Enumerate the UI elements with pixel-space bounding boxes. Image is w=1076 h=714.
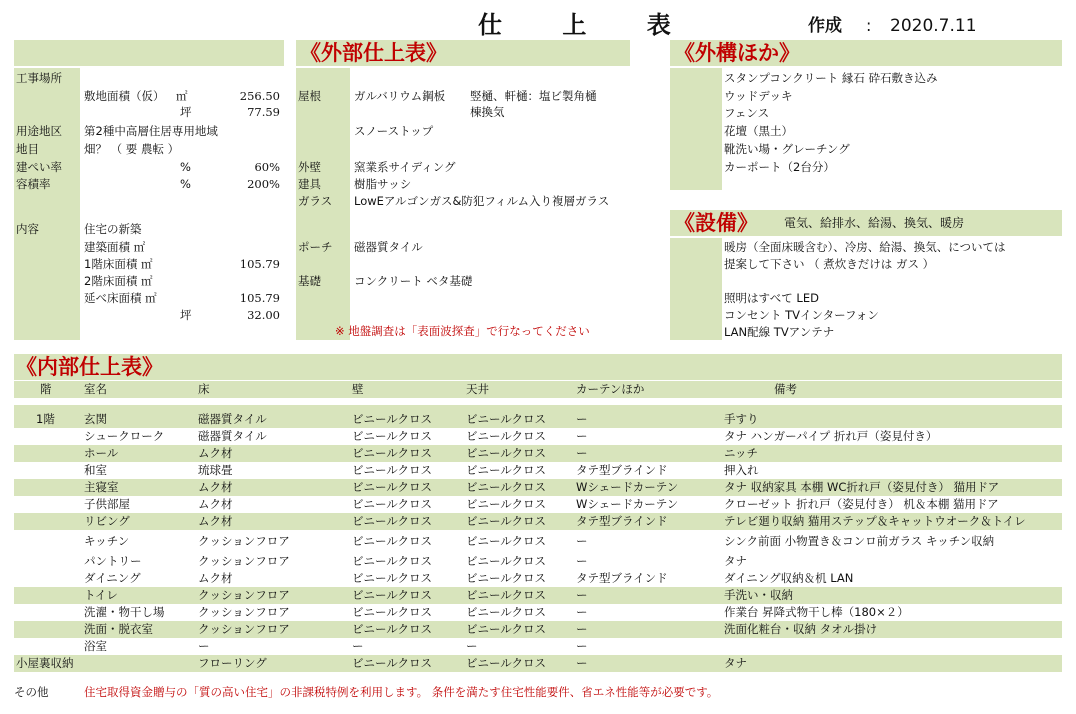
cell-room: 洗濯・物干し場	[84, 605, 165, 619]
cell-room: 主寝室	[84, 480, 119, 494]
gutter-value: 竪樋、軒樋：塩ビ製角樋	[470, 89, 597, 103]
cell-note: 作業台 昇降式物干し棒（180×２）	[724, 605, 909, 619]
cell-ceil: ビニールクロス	[466, 588, 547, 602]
cell-room: 子供部屋	[84, 497, 130, 511]
cell-wall: ビニールクロス	[352, 463, 433, 477]
cell-curtain: ー	[576, 605, 588, 619]
cell-note: タナ	[724, 656, 747, 670]
created-date: 2020.7.11	[890, 16, 977, 36]
roof-value: ガルバリウム鋼板	[354, 89, 446, 103]
created-label: 作成	[808, 16, 842, 36]
snow-value: スノーストップ	[354, 124, 434, 138]
exterior-works-item: ウッドデッキ	[724, 89, 793, 103]
content-label: 内容	[16, 222, 39, 236]
cell-wall: ビニールクロス	[352, 534, 433, 548]
cell-ceil: ビニールクロス	[466, 429, 547, 443]
floor1-value: 105.79	[239, 257, 280, 271]
col-wall: 壁	[352, 382, 364, 396]
exterior-heading: 《外部仕上表》	[300, 41, 447, 65]
table-row	[14, 604, 1062, 621]
table-row	[14, 638, 1062, 655]
ridge-value: 棟換気	[470, 105, 505, 119]
footer-label: その他	[14, 685, 49, 699]
equipment-line: コンセント TVインターフォン	[724, 308, 879, 322]
page-title: 仕 上 表	[478, 11, 697, 39]
table-row	[14, 496, 1062, 513]
cell-wall: ビニールクロス	[352, 446, 433, 460]
bcr-value: 60%	[254, 160, 280, 174]
cell-note: ニッチ	[724, 446, 759, 460]
cell-note: シンク前面 小物置き＆コンロ前ガラス キッチン収納	[724, 534, 995, 548]
cell-ceil: ビニールクロス	[466, 554, 547, 568]
table-row	[14, 655, 1062, 672]
cell-room: ホール	[84, 446, 119, 460]
cell-curtain: タテ型ブラインド	[576, 514, 668, 528]
table-row	[14, 587, 1062, 604]
table-row	[14, 428, 1062, 445]
equipment-heading: 《設備》	[674, 211, 758, 235]
total-tsubo-value: 32.00	[247, 308, 280, 322]
m2-unit: ㎡	[176, 89, 188, 103]
cell-ceil: ビニールクロス	[466, 446, 547, 460]
floor2-label: 2階床面積 ㎡	[84, 274, 153, 288]
cell-curtain: ー	[576, 656, 588, 670]
cell-note: クローゼット 折れ戸（姿見付き） 机＆本棚 猫用ドア	[724, 497, 999, 511]
zoning-label: 用途地区	[16, 124, 62, 138]
cell-fl: クッションフロア	[198, 622, 290, 636]
cell-fl: フローリング	[198, 656, 267, 670]
site-area-m2: 256.50	[239, 89, 280, 103]
col-floor-finish: 床	[198, 382, 210, 396]
fitting-label: 建具	[298, 177, 321, 191]
cell-fl: 磁器質タイル	[198, 429, 267, 443]
glass-label: ガラス	[298, 194, 333, 208]
cell-room: キッチン	[84, 534, 130, 548]
cell-fl: クッションフロア	[198, 534, 290, 548]
table-row	[14, 570, 1062, 587]
bcr-pct: %	[180, 160, 191, 174]
cell-note: 手すり	[724, 412, 759, 426]
interior-header-band	[14, 354, 1062, 380]
cell-ceil: ー	[466, 639, 478, 653]
cell-ceil: ビニールクロス	[466, 514, 547, 528]
equipment-line: 提案して下さい （ 煮炊きだけは ガス ）	[724, 257, 935, 271]
exterior-works-item: 靴洗い場・グレーチング	[724, 142, 850, 156]
cell-fl: ムク材	[198, 480, 233, 494]
cell-fl: ムク材	[198, 514, 233, 528]
table-row	[14, 553, 1062, 570]
left-header-band	[14, 40, 284, 66]
cell-fl: クッションフロア	[198, 588, 290, 602]
fitting-value: 樹脂サッシ	[354, 177, 412, 191]
cell-room: シュークローク	[84, 429, 165, 443]
cell-wall: ビニールクロス	[352, 514, 433, 528]
cell-room: 和室	[84, 463, 107, 477]
equipment-line: 照明はすべて LED	[724, 291, 819, 305]
cell-curtain: タテ型ブラインド	[576, 463, 668, 477]
exterior-works-item: スタンプコンクリート 縁石 砕石敷き込み	[724, 71, 938, 85]
cell-note: ダイニング収納＆机 LAN	[724, 571, 854, 585]
cell-ceil: ビニールクロス	[466, 605, 547, 619]
cell-room: 玄関	[84, 412, 107, 426]
cell-floor: 1階	[36, 412, 55, 426]
cell-ceil: ビニールクロス	[466, 463, 547, 477]
left-label-column	[14, 68, 80, 340]
cell-wall: ビニールクロス	[352, 412, 433, 426]
cell-curtain: ー	[576, 554, 588, 568]
cell-note: タナ 収納家具 本棚 WC折れ戸（姿見付き） 猫用ドア	[724, 480, 1000, 494]
foundation-label: 基礎	[298, 274, 321, 288]
cell-fl: クッションフロア	[198, 605, 290, 619]
cell-fl: 磁器質タイル	[198, 412, 267, 426]
exterior-works-item: 花壇（黒土）	[724, 124, 793, 138]
far-value: 200%	[247, 177, 280, 191]
created-colon: :	[866, 16, 872, 35]
table-row	[14, 445, 1062, 462]
site-area-tsubo: 77.59	[247, 105, 280, 119]
cell-ceil: ビニールクロス	[466, 534, 547, 548]
equipment-line: 暖房（全面床暖含む）、冷房、給湯、換気、については	[724, 240, 1006, 254]
cell-note: タナ	[724, 554, 747, 568]
exterior-works-heading: 《外構ほか》	[674, 41, 800, 65]
cell-room: 洗面・脱衣室	[84, 622, 153, 636]
site-area-label: 敷地面積（仮）	[84, 89, 165, 103]
cell-room: リビング	[84, 514, 130, 528]
cell-ceil: ビニールクロス	[466, 656, 547, 670]
content-value: 住宅の新築	[84, 222, 142, 236]
cell-curtain: タテ型ブラインド	[576, 571, 668, 585]
cell-note: テレビ廻り収納 猫用ステップ＆キャットウオーク＆トイレ	[724, 514, 1026, 528]
cell-wall: ー	[352, 639, 364, 653]
table-row	[14, 411, 1062, 428]
cell-wall: ビニールクロス	[352, 622, 433, 636]
cell-floor: 小屋裏収納	[16, 656, 74, 670]
cell-ceil: ビニールクロス	[466, 480, 547, 494]
tsubo-unit: 坪	[180, 105, 192, 119]
col-note: 備考	[774, 382, 797, 396]
interior-columns-band	[14, 381, 1062, 398]
porch-label: ポーチ	[298, 240, 333, 254]
col-room: 室名	[84, 382, 107, 396]
footer-text: 住宅取得資金贈与の「質の高い住宅」の非課税特例を利用します。 条件を満たす住宅性能要件、省エネ性能等が必要です。	[84, 685, 719, 699]
table-row	[14, 533, 1062, 550]
cell-wall: ビニールクロス	[352, 497, 433, 511]
cell-curtain: Wシェードカーテン	[576, 497, 679, 511]
cell-curtain: ー	[576, 446, 588, 460]
cell-note: タナ ハンガーパイプ 折れ戸（姿見付き）	[724, 429, 938, 443]
far-label: 容積率	[16, 177, 51, 191]
cell-fl: ムク材	[198, 497, 233, 511]
equipment-label-column	[670, 238, 722, 340]
cell-curtain: ー	[576, 588, 588, 602]
cell-curtain: ー	[576, 534, 588, 548]
exterior-works-label-column	[670, 68, 722, 190]
table-row	[14, 479, 1062, 496]
cell-curtain: ー	[576, 622, 588, 636]
cell-wall: ビニールクロス	[352, 554, 433, 568]
wall-label: 外壁	[298, 160, 321, 174]
foundation-value: コンクリート ベタ基礎	[354, 274, 473, 288]
equipment-summary: 電気、給排水、給湯、換気、暖房	[784, 216, 965, 230]
cell-room: ダイニング	[84, 571, 141, 585]
cell-room: 浴室	[84, 639, 107, 653]
cell-wall: ビニールクロス	[352, 571, 433, 585]
equipment-line: LAN配線 TVアンテナ	[724, 325, 835, 339]
table-row	[14, 462, 1062, 479]
total-floor-value: 105.79	[239, 291, 280, 305]
porch-value: 磁器質タイル	[354, 240, 423, 254]
col-curtain: カーテンほか	[576, 382, 645, 396]
cell-curtain: ー	[576, 639, 588, 653]
cell-fl: ー	[198, 639, 210, 653]
wall-value: 窯業系サイディング	[354, 160, 456, 174]
cell-ceil: ビニールクロス	[466, 412, 547, 426]
col-ceiling: 天井	[466, 382, 489, 396]
cell-curtain: ー	[576, 412, 588, 426]
cell-fl: クッションフロア	[198, 554, 290, 568]
glass-value: LowEアルゴンガス&防犯フィルム入り複層ガラス	[354, 194, 610, 208]
land-label: 地目	[16, 142, 39, 156]
cell-curtain: ー	[576, 429, 588, 443]
exterior-works-item: カーポート（2台分）	[724, 160, 835, 174]
zoning-value: 第2種中高層住居専用地域	[84, 124, 218, 138]
cell-fl: 琉球畳	[198, 463, 233, 477]
total-floor-label: 延べ床面積 ㎡	[84, 291, 157, 305]
cell-note: 手洗い・収納	[724, 588, 793, 602]
cell-curtain: Wシェードカーテン	[576, 480, 679, 494]
cell-ceil: ビニールクロス	[466, 571, 547, 585]
col-floor: 階	[40, 382, 52, 396]
floor1-label: 1階床面積 ㎡	[84, 257, 153, 271]
total-tsubo-label: 坪	[180, 308, 192, 322]
building-area-label: 建築面積 ㎡	[84, 240, 146, 254]
cell-ceil: ビニールクロス	[466, 497, 547, 511]
cell-note: 押入れ	[724, 463, 759, 477]
cell-room: パントリー	[84, 554, 142, 568]
table-row	[14, 621, 1062, 638]
ground-survey-note: ※ 地盤調査は「表面波探査」で行なってください	[335, 324, 590, 338]
roof-label: 屋根	[298, 89, 321, 103]
cell-note: 洗面化粧台・収納 タオル掛け	[724, 622, 878, 636]
far-pct: %	[180, 177, 191, 191]
table-row	[14, 513, 1062, 530]
cell-wall: ビニールクロス	[352, 588, 433, 602]
interior-heading: 《内部仕上表》	[16, 355, 163, 379]
cell-wall: ビニールクロス	[352, 605, 433, 619]
land-value: 畑？ （ 要 農転 ）	[84, 142, 180, 156]
cell-ceil: ビニールクロス	[466, 622, 547, 636]
cell-room: トイレ	[84, 588, 118, 602]
cell-wall: ビニールクロス	[352, 429, 433, 443]
cell-wall: ビニールクロス	[352, 656, 433, 670]
cell-wall: ビニールクロス	[352, 480, 433, 494]
bcr-label: 建ぺい率	[16, 160, 62, 174]
cell-fl: ムク材	[198, 571, 233, 585]
site-label: 工事場所	[16, 71, 62, 85]
exterior-works-item: フェンス	[724, 106, 770, 120]
cell-fl: ムク材	[198, 446, 233, 460]
